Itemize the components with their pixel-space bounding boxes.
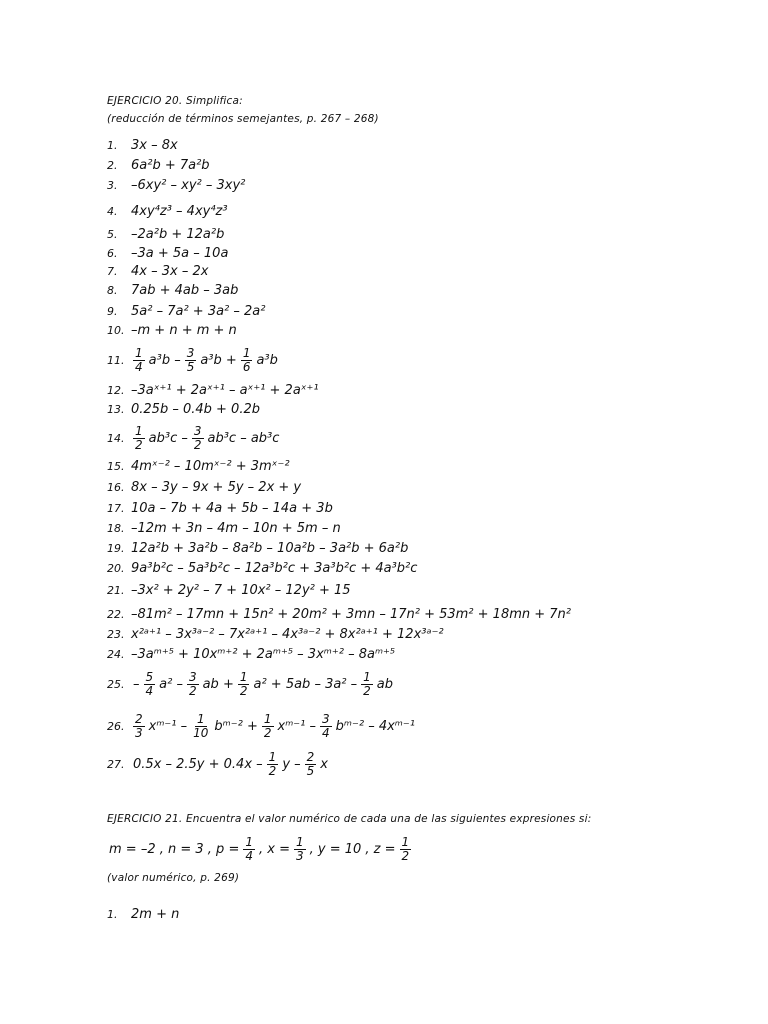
denominator: 2 <box>135 437 143 452</box>
fraction <box>133 425 145 452</box>
item-number: 3. <box>107 178 118 192</box>
item-number: 9. <box>107 304 118 318</box>
numerator: 1 <box>135 423 143 438</box>
ex20-title: EJERCICIO 20. Simplifica: <box>107 95 243 107</box>
item-number: 16. <box>107 480 125 494</box>
item-expression: 3x – 8x <box>131 137 178 153</box>
item-expression: –3aᵐ⁺⁵ + 10xᵐ⁺² + 2aᵐ⁺⁵ – 3xᵐ⁺² – 8aᵐ⁺⁵ <box>131 646 396 662</box>
expression-text: , x = <box>258 841 290 857</box>
exercise-item <box>107 423 281 452</box>
exercise-item <box>107 175 245 195</box>
item-expression: –m + n + m + n <box>131 322 237 338</box>
expression-text: a³b <box>256 352 278 368</box>
exercise-item <box>107 749 330 778</box>
denominator: 2 <box>193 437 202 452</box>
ex20-ref: (reducción de términos semejantes, p. 267 – 268) <box>107 113 379 125</box>
fraction <box>192 425 204 452</box>
fraction <box>320 713 332 740</box>
numerator: 1 <box>242 345 251 360</box>
item-number: 13. <box>107 402 125 416</box>
exercise-item <box>107 538 408 558</box>
fraction <box>243 836 255 863</box>
item-expression: –3a + 5a – 10a <box>131 245 229 261</box>
exercise-item <box>107 399 260 419</box>
item-number: 1. <box>107 907 118 921</box>
item-number: 7. <box>107 264 118 278</box>
fraction <box>294 836 306 863</box>
exercise-item <box>107 518 341 538</box>
numerator: 3 <box>193 423 202 438</box>
item-number: 6. <box>107 246 118 260</box>
item-number: 15. <box>107 459 125 473</box>
expression-text: – <box>133 676 140 692</box>
expression-text: ab <box>376 676 394 692</box>
item-number: 11. <box>107 353 125 367</box>
item-expression <box>131 713 417 740</box>
fraction <box>267 751 279 778</box>
exercise-item <box>107 558 417 578</box>
item-number: 23. <box>107 627 125 641</box>
item-expression: 4mˣ⁻² – 10mˣ⁻² + 3mˣ⁻² <box>131 458 290 474</box>
numerator: 1 <box>263 711 272 726</box>
item-expression: 4xy⁴z³ – 4xy⁴z³ <box>131 203 228 219</box>
numerator: 1 <box>295 834 304 849</box>
expression-text: 0.5x – 2.5y + 0.4x – <box>133 756 263 772</box>
exercise-item <box>107 380 319 400</box>
exercise-item <box>107 477 301 497</box>
expression-text: a² – <box>159 676 183 692</box>
denominator: 2 <box>363 683 371 698</box>
expression-text: bᵐ⁻² – 4xᵐ⁻¹ <box>335 718 415 734</box>
denominator: 4 <box>145 683 154 698</box>
item-number: 21. <box>107 583 125 597</box>
item-number: 2. <box>107 158 118 172</box>
numerator: 2 <box>135 711 143 726</box>
item-expression: 9a³b²c – 5a³b²c – 12a³b²c + 3a³b²c + 4a³b²c <box>131 560 418 576</box>
item-expression: 12a²b + 3a²b – 8a²b – 10a²b – 3a²b + 6a²b <box>131 540 409 556</box>
exercise-item <box>107 604 571 624</box>
expression-text: xᵐ⁻¹ – <box>148 718 188 734</box>
fraction <box>144 671 156 698</box>
item-number: 19. <box>107 541 125 555</box>
denominator: 10 <box>193 725 209 740</box>
expression-text: ab³c – <box>148 430 188 446</box>
denominator: 2 <box>239 683 248 698</box>
expression-text: xᵐ⁻¹ – <box>277 718 317 734</box>
item-number: 17. <box>107 501 125 515</box>
item-number: 24. <box>107 647 125 661</box>
exercise-item <box>107 280 238 300</box>
item-expression: –3aˣ⁺¹ + 2aˣ⁺¹ – aˣ⁺¹ + 2aˣ⁺¹ <box>131 382 319 398</box>
expression-text: , y = 10 , z = <box>309 841 396 857</box>
exercise-item <box>107 201 228 221</box>
item-expression: 4x – 3x – 2x <box>131 263 209 279</box>
exercise-item <box>107 224 224 244</box>
item-expression: 6a²b + 7a²b <box>131 157 210 173</box>
denominator: 2 <box>188 683 197 698</box>
fraction <box>262 713 274 740</box>
item-number: 4. <box>107 204 118 218</box>
exercise-item <box>107 669 395 698</box>
ex21-title: EJERCICIO 21. Encuentra el valor numérico de cada una de las siguientes expresiones si: <box>107 813 592 825</box>
denominator: 2 <box>268 763 277 778</box>
item-number: 26. <box>107 719 125 733</box>
denominator: 5 <box>306 763 315 778</box>
numerator: 3 <box>186 345 195 360</box>
numerator: 3 <box>322 711 330 726</box>
exercise-item <box>107 261 208 281</box>
exercise-item <box>107 243 228 263</box>
fraction <box>241 347 253 374</box>
exercise-item <box>107 155 210 175</box>
item-number: 27. <box>107 757 125 771</box>
ex21-ref: (valor numérico, p. 269) <box>107 872 240 884</box>
item-number: 8. <box>107 283 118 297</box>
fraction <box>238 671 250 698</box>
ex21-item <box>107 904 179 924</box>
exercise-item <box>107 456 290 476</box>
item-expression: –2a²b + 12a²b <box>131 226 225 242</box>
item-expression: –12m + 3n – 4m – 10n + 5m – n <box>131 520 341 536</box>
item-expression: 10a – 7b + 4a + 5b – 14a + 3b <box>131 500 333 516</box>
fraction <box>361 671 373 698</box>
denominator: 4 <box>135 359 143 374</box>
item-number: 14. <box>107 431 125 445</box>
numerator: 5 <box>145 669 154 684</box>
exercise-item <box>107 711 417 740</box>
item-expression: –6xy² – xy² – 3xy² <box>131 177 246 193</box>
fraction <box>187 671 199 698</box>
item-expression: x²ᵃ⁺¹ – 3x³ᵃ⁻² – 7x²ᵃ⁺¹ – 4x³ᵃ⁻² + 8x²ᵃ⁺¹ + 12x³ᵃ⁻² <box>131 626 444 642</box>
exercise-item <box>107 644 395 664</box>
numerator: 3 <box>188 669 197 684</box>
exercise-item <box>107 624 444 644</box>
denominator: 5 <box>186 359 195 374</box>
expression-text: m = –2 , n = 3 , p = <box>109 841 240 857</box>
item-number: 5. <box>107 227 118 241</box>
exercise-item <box>107 580 351 600</box>
numerator: 1 <box>268 749 277 764</box>
denominator: 4 <box>322 725 330 740</box>
values-expression <box>107 836 413 863</box>
exercise-item <box>107 301 265 321</box>
item-number: 22. <box>107 607 125 621</box>
item-expression: –81m² – 17mn + 15n² + 20m² + 3mn – 17n² + 53m² + 18mn + 7n² <box>131 606 571 622</box>
numerator: 1 <box>363 669 371 684</box>
item-expression: 2m + n <box>131 906 180 922</box>
numerator: 1 <box>135 345 143 360</box>
item-expression <box>131 671 395 698</box>
denominator: 4 <box>245 848 253 863</box>
item-number: 25. <box>107 677 125 691</box>
fraction <box>400 836 412 863</box>
item-number: 12. <box>107 383 125 397</box>
item-expression: –3x² + 2y² – 7 + 10x² – 12y² + 15 <box>131 582 351 598</box>
exercise-item <box>107 498 333 518</box>
expression-text: x <box>320 756 328 772</box>
item-expression: 7ab + 4ab – 3ab <box>131 282 239 298</box>
fraction <box>305 751 317 778</box>
numerator: 1 <box>401 834 410 849</box>
expression-text: a³b – <box>148 352 181 368</box>
expression-text: a² + 5ab – 3a² – <box>253 676 358 692</box>
item-number: 10. <box>107 323 125 337</box>
item-number: 20. <box>107 561 125 575</box>
item-expression: 5a² – 7a² + 3a² – 2a² <box>131 303 266 319</box>
item-expression: 0.25b – 0.4b + 0.2b <box>131 401 260 417</box>
denominator: 3 <box>295 848 304 863</box>
fraction <box>191 713 210 740</box>
denominator: 2 <box>401 848 410 863</box>
numerator: 2 <box>306 749 315 764</box>
numerator: 1 <box>196 711 205 726</box>
item-expression: 8x – 3y – 9x + 5y – 2x + y <box>131 479 302 495</box>
expression-text: y – <box>282 756 301 772</box>
denominator: 3 <box>135 725 143 740</box>
item-expression <box>131 347 280 374</box>
expression-text: a³b + <box>200 352 237 368</box>
numerator: 1 <box>239 669 248 684</box>
numerator: 1 <box>245 834 253 849</box>
item-number: 1. <box>107 138 118 152</box>
fraction <box>185 347 197 374</box>
denominator: 2 <box>263 725 272 740</box>
item-number: 18. <box>107 521 125 535</box>
expression-text: bᵐ⁻² + <box>214 718 258 734</box>
expression-text: ab + <box>202 676 234 692</box>
fraction <box>133 713 145 740</box>
fraction <box>133 347 145 374</box>
exercise-item <box>107 320 237 340</box>
ex21-values <box>107 835 413 863</box>
exercise-item <box>107 135 178 155</box>
expression-text: ab³c – ab³c <box>207 430 280 446</box>
exercise-item <box>107 345 280 374</box>
denominator: 6 <box>242 359 251 374</box>
item-expression <box>131 751 330 778</box>
item-expression <box>131 425 281 452</box>
